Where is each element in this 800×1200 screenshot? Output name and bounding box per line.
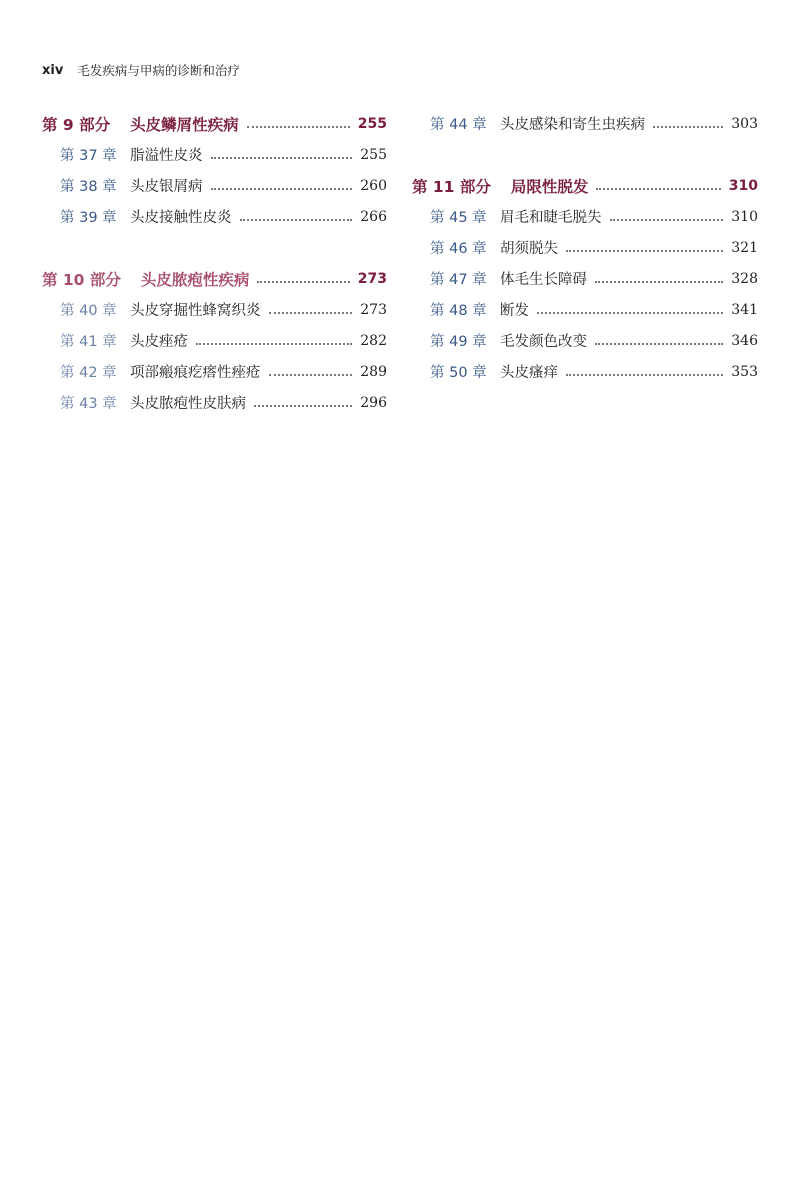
toc-part-entry[interactable] — [42, 263, 387, 294]
toc-spacer — [42, 232, 387, 263]
part-title: 局限性脱发 — [510, 177, 589, 196]
toc-chapter-entry[interactable] — [412, 325, 758, 356]
toc-chapter-entry[interactable] — [42, 387, 387, 418]
page-reference: 296 — [360, 394, 387, 411]
chapter-title: 毛发颜色改变 — [500, 334, 587, 350]
page-reference: 282 — [360, 332, 387, 349]
page-number: xiv — [42, 62, 64, 78]
chapter-title: 眉毛和睫毛脱失 — [500, 210, 602, 226]
dot-leader — [653, 126, 723, 128]
page-reference: 321 — [731, 239, 758, 256]
chapter-title: 头皮瘙痒 — [500, 365, 558, 381]
chapter-number: 第 39 章 — [60, 210, 117, 226]
chapter-number: 第 41 章 — [60, 334, 117, 350]
page-reference: 310 — [728, 177, 758, 194]
chapter-number: 第 37 章 — [60, 148, 117, 164]
dot-leader — [566, 250, 723, 252]
dot-leader — [595, 281, 723, 283]
page-reference: 289 — [360, 363, 387, 380]
page-reference: 266 — [360, 208, 387, 225]
page-reference: 346 — [731, 332, 758, 349]
chapter-number: 第 48 章 — [430, 303, 487, 319]
page-reference: 328 — [731, 270, 758, 287]
dot-leader — [595, 343, 723, 345]
page-reference: 310 — [731, 208, 758, 225]
toc-chapter-entry[interactable] — [412, 108, 758, 139]
part-title: 头皮鳞屑性疾病 — [130, 115, 239, 134]
toc-chapter-entry[interactable] — [42, 356, 387, 387]
part-title: 头皮脓疱性疾病 — [140, 270, 250, 289]
toc-chapter-entry[interactable] — [412, 232, 758, 263]
part-number: 第 11 部分 — [412, 177, 491, 196]
chapter-title: 脂溢性皮炎 — [130, 148, 203, 164]
dot-leader — [240, 219, 353, 221]
chapter-number: 第 45 章 — [430, 210, 487, 226]
chapter-number: 第 46 章 — [430, 241, 487, 257]
chapter-title: 头皮感染和寄生虫疾病 — [500, 117, 645, 133]
chapter-title: 头皮痤疮 — [130, 334, 188, 350]
chapter-number: 第 38 章 — [60, 179, 117, 195]
page-reference: 273 — [360, 301, 387, 318]
part-number: 第 9 部分 — [42, 115, 111, 134]
toc-chapter-entry[interactable] — [412, 201, 758, 232]
toc-column-left — [42, 108, 387, 418]
chapter-number: 第 44 章 — [430, 117, 487, 133]
chapter-title: 头皮脓疱性皮肤病 — [130, 396, 246, 412]
toc-chapter-entry[interactable] — [42, 170, 387, 201]
chapter-number: 第 50 章 — [430, 365, 487, 381]
toc-spacer — [412, 139, 758, 170]
page-reference: 303 — [731, 115, 758, 132]
toc-part-entry[interactable] — [42, 108, 387, 139]
chapter-number: 第 49 章 — [430, 334, 487, 350]
toc-chapter-entry[interactable] — [412, 263, 758, 294]
toc-chapter-entry[interactable] — [42, 139, 387, 170]
dot-leader — [610, 219, 724, 221]
dot-leader — [269, 374, 353, 376]
chapter-title: 项部瘢痕疙瘩性痤疮 — [130, 365, 261, 381]
toc-chapter-entry[interactable] — [42, 325, 387, 356]
chapter-title: 体毛生长障碍 — [500, 272, 587, 288]
toc-part-entry[interactable] — [412, 170, 758, 201]
page-reference: 255 — [357, 115, 387, 132]
toc-chapter-entry[interactable] — [42, 201, 387, 232]
page-reference: 260 — [360, 177, 387, 194]
dot-leader — [247, 126, 350, 128]
chapter-number: 第 42 章 — [60, 365, 117, 381]
dot-leader — [596, 188, 720, 190]
toc-chapter-entry[interactable] — [42, 294, 387, 325]
chapter-title: 头皮穿掘性蜂窝织炎 — [130, 303, 261, 319]
toc-column-right — [412, 108, 758, 387]
dot-leader — [196, 343, 352, 345]
dot-leader — [254, 405, 352, 407]
dot-leader — [269, 312, 353, 314]
chapter-title: 头皮接触性皮炎 — [130, 210, 232, 226]
chapter-number: 第 47 章 — [430, 272, 487, 288]
page-reference: 353 — [731, 363, 758, 380]
chapter-title: 头皮银屑病 — [130, 179, 203, 195]
dot-leader — [211, 157, 353, 159]
dot-leader — [537, 312, 723, 314]
dot-leader — [211, 188, 353, 190]
page-reference: 341 — [731, 301, 758, 318]
toc-chapter-entry[interactable] — [412, 294, 758, 325]
page-reference: 255 — [360, 146, 387, 163]
chapter-title: 断发 — [500, 303, 529, 319]
chapter-number: 第 43 章 — [60, 396, 117, 412]
dot-leader — [257, 281, 349, 283]
book-title: 毛发疾病与甲病的诊断和治疗 — [77, 63, 240, 78]
part-number: 第 10 部分 — [42, 270, 121, 289]
chapter-title: 胡须脱失 — [500, 241, 558, 257]
toc-chapter-entry[interactable] — [412, 356, 758, 387]
dot-leader — [566, 374, 723, 376]
page-reference: 273 — [357, 270, 387, 287]
running-head — [42, 60, 240, 80]
chapter-number: 第 40 章 — [60, 303, 117, 319]
